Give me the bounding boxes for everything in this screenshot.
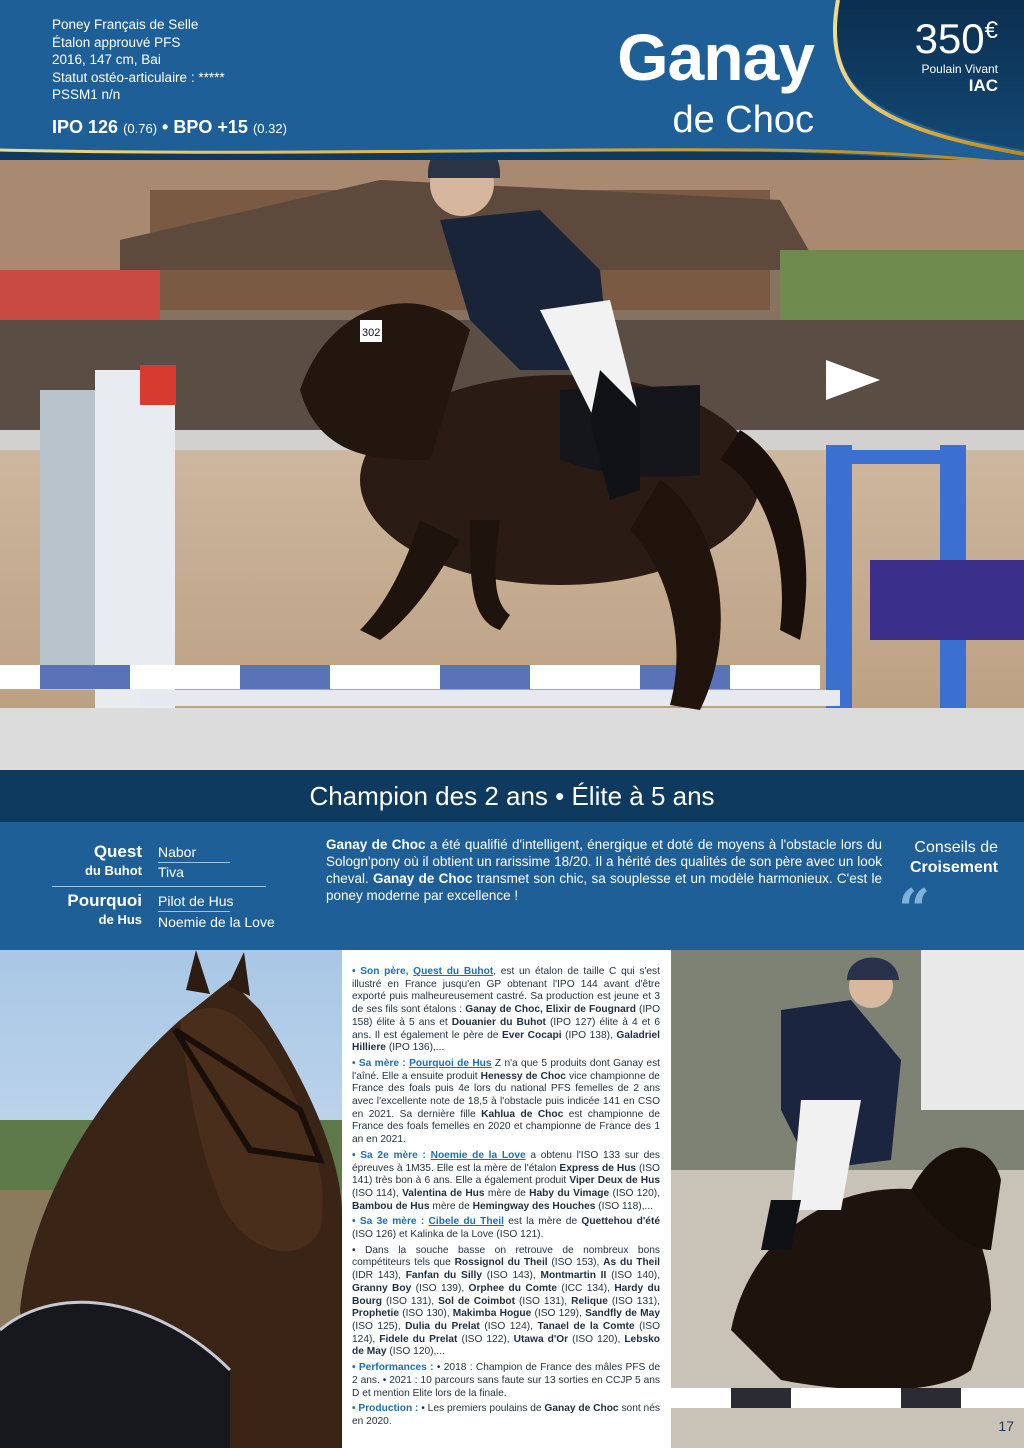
price-currency: €	[984, 17, 998, 44]
bold-name: Quettehou d'été	[581, 1216, 661, 1228]
bold-name: Hardy du Bourg	[352, 1282, 660, 1307]
paragraph-text: (ISO 120),...	[386, 1346, 445, 1358]
price-tag: IAC	[968, 76, 998, 95]
breed-text: Poney Français de Selle	[52, 17, 199, 32]
highlighted-name: Quest du Buhot	[413, 966, 494, 977]
paragraph-text: (ISO 143),	[482, 1270, 541, 1282]
bold-name: Hemingway des Houches	[472, 1200, 596, 1212]
highlighted-name: Cibele du Theil	[428, 1216, 504, 1228]
bold-name: Orphee du Comte	[468, 1282, 558, 1294]
breeding-advice-label	[910, 838, 998, 878]
paragraph-text: (ISO 120),	[609, 1187, 660, 1199]
dam-paragraph	[352, 1058, 660, 1147]
pssm-status: PSSM1 n/n	[52, 87, 121, 102]
indices-line	[52, 117, 287, 138]
dam-name: Pourquoi	[67, 891, 142, 910]
bold-name: Galadriel Hilliere	[352, 1029, 661, 1054]
bold-name: As du Theil	[603, 1257, 661, 1269]
bold-name: Henessy de Choc	[480, 1070, 566, 1082]
paragraph-text: (ISO 153),	[547, 1257, 604, 1269]
highlighted-name: Noemie de la Love	[430, 1149, 526, 1161]
bold-name: Ever Cocapi	[501, 1029, 562, 1041]
family-paragraph	[352, 1245, 660, 1359]
paragraph-text: • 2018 : Champion de France des mâles PFS de 2 ans. • 2021 : 10 parcours sans faute sur 13 sorties en CCJP 5 ans D et mention Elite lors de la finale.	[352, 1362, 660, 1399]
paragraph-text: (ISO 139),	[411, 1282, 469, 1294]
paragraph-text: (ISO 124),	[479, 1320, 538, 1332]
paragraph-text: (ISO 122),	[457, 1333, 514, 1345]
paragraph-text: (ISO 118),...	[595, 1200, 654, 1212]
paragraph-text: (IPO 136),...	[385, 1042, 445, 1054]
paragraph-text: (IPO 158) élite à 5 ans et	[352, 1004, 660, 1028]
approval-text: Étalon approuvé PFS	[52, 34, 181, 50]
paragraph-lead: • Production :	[352, 1403, 419, 1415]
bold-name: Tanael de la Comte	[537, 1320, 635, 1332]
paragraph-lead: • Sa 2e mère :	[352, 1149, 431, 1161]
achievements-title: Champion des 2 ans • Élite à 5 ans	[0, 770, 1024, 822]
performances-paragraph	[352, 1362, 660, 1400]
quote-icon: “	[898, 877, 931, 943]
price-box	[915, 16, 998, 96]
paragraph-text: (ISO 124),	[352, 1320, 661, 1345]
paragraph-text: a obtenu l'ISO 133 sur des épreuves à 1M35. Elle est la mère de l'étalon	[352, 1149, 660, 1174]
portrait-photo	[0, 950, 342, 1448]
bold-name: Bambou de Hus	[352, 1200, 430, 1212]
horse-description	[326, 836, 882, 904]
bold-name: Fanfan du Silly	[405, 1270, 482, 1282]
page-header	[0, 0, 1024, 170]
horse-info	[52, 16, 225, 104]
price-value: 350	[914, 15, 985, 62]
bold-name: Sandfly de May	[585, 1308, 660, 1320]
price-note: Poulain Vivant	[921, 62, 998, 76]
paragraph-text: • Les premiers poulains de	[418, 1403, 545, 1415]
highlighted-name: Pourquoi de Hus	[409, 1057, 492, 1069]
bold-name: Rossignol du Theil	[454, 1257, 548, 1269]
description-name: Ganay de Choc	[326, 837, 426, 852]
paragraph-text: (ISO 141) très bon à 6 ans. Elle a également produit	[352, 1162, 660, 1187]
main-jumping-photo	[0, 160, 1024, 770]
paragraph-text: est championne de France des foals femelles en 2020 et championne de France des 1 an en 2021.	[352, 1108, 661, 1146]
paragraph-text: vice championne de France des foals puis 4e lors du national PFS femelles de 2 ans avec l'excellente note de 18,5 à l'obstacle puis indicée 141 en CSO en 2021. Sa dernière fille	[352, 1070, 660, 1120]
bold-name: Granny Boy	[352, 1282, 412, 1294]
third-dam-paragraph	[352, 1216, 660, 1241]
paragraph-text: Z n'a que 5 produits dont Ganay est l'aîné. Elle a ensuite produit	[352, 1057, 661, 1082]
paragraph-text: (ISO 125),	[352, 1320, 406, 1332]
bold-name: Relique	[571, 1295, 608, 1307]
paragraph-lead: • Performances :	[352, 1362, 434, 1374]
paragraph-text: (ISO 131),	[515, 1295, 572, 1307]
bold-name: Lebsko de May	[352, 1333, 660, 1358]
description-text: transmet son chic, sa souplesse et un modèle harmonieux. C'est le poney moderne par excellence !	[326, 871, 883, 903]
jumping-horse-image	[0, 160, 1024, 770]
bpo-value: BPO +15	[173, 117, 248, 137]
advice-line-2: Croisement	[909, 859, 998, 876]
bold-name: Viper Deux de Hus	[569, 1175, 660, 1187]
production-paragraph	[352, 1403, 660, 1428]
paragraph-text: (ISO 120),	[568, 1333, 625, 1345]
paragraph-text: (ISO 126) et Kalinka de la Love (ISO 121).	[352, 1229, 544, 1241]
paragraph-text: • Dans la souche basse on retrouve de nombreux bons compétiteurs tels que	[352, 1244, 660, 1269]
osteo-status: Statut ostéo-articulaire : *****	[52, 69, 225, 85]
bold-name: Douanier du Buhot	[451, 1016, 546, 1028]
paragraph-text: (ISO 130),	[398, 1308, 453, 1320]
pedigree-details-text	[352, 966, 660, 1432]
bold-name: Haby du Vimage	[529, 1187, 610, 1199]
sire-paragraph	[352, 966, 660, 1055]
paragraph-text: (ISO 131),	[607, 1295, 660, 1307]
sire-suffix: du Buhot	[84, 863, 142, 878]
bold-name: Ganay de Choc, Elixir de Fougnard	[465, 1004, 636, 1016]
horse-name-main: Ganay	[617, 20, 814, 94]
rider-bib-number: 302	[362, 327, 381, 339]
bold-name: Utawa d'Or	[513, 1333, 569, 1345]
bold-name: Sol de Coimbot	[438, 1295, 516, 1307]
second-dam-paragraph	[352, 1150, 660, 1214]
action-photo	[671, 950, 1024, 1448]
description-name: Ganay de Choc	[373, 871, 473, 886]
pedigree-section	[0, 822, 1024, 950]
paragraph-text: (ISO 114),	[352, 1187, 403, 1199]
paragraph-lead: • Sa 3e mère :	[352, 1216, 429, 1228]
indices-separator: •	[162, 117, 169, 137]
bold-name: Valentina de Hus	[402, 1187, 485, 1199]
sire-father: Nabor	[158, 844, 197, 860]
paragraph-lead: • Sa mère :	[352, 1057, 410, 1069]
bold-name: Dulia du Prelat	[405, 1320, 480, 1332]
pedigree-divider	[158, 911, 230, 912]
paragraph-text: (ISO 140),	[606, 1270, 661, 1282]
paragraph-text: est la mère de	[503, 1216, 582, 1228]
bold-name: Ganay de Choc	[544, 1403, 619, 1415]
description-text: a été qualifié d'intelligent, énergique et doté de moyens à l'obstacle lors du Sologn'pony où il obtient un rarissime 18/20. Il a hérité des qualités de son père avec un look cheval.	[326, 837, 882, 886]
horse-name-sub: de Choc	[672, 99, 814, 141]
paragraph-text: (ICC 134),	[557, 1282, 615, 1294]
horse-jump-image	[671, 950, 1024, 1448]
paragraph-text: mère de	[429, 1200, 473, 1212]
paragraph-text: , est un étalon de taille C qui s'est illustré en France jusqu'en GP obtenant l'IPO 144 avant d'être exporté puis malheureusement castré. Sa production est jeune et 3 de ses fils sont étalons :	[352, 966, 660, 1016]
bpo-reliability: (0.32)	[252, 121, 287, 136]
paragraph-text: sont nés en 2020.	[352, 1403, 660, 1427]
details-text: 2016, 147 cm, Bai	[52, 52, 161, 67]
ipo-reliability: (0.76)	[123, 121, 158, 136]
paragraph-text: mère de	[484, 1187, 530, 1199]
bold-name: Fidele du Prelat	[379, 1333, 458, 1345]
pedigree-divider	[52, 886, 266, 887]
sire-mother: Tiva	[158, 864, 184, 880]
paragraph-text: (IPO 138),	[561, 1029, 617, 1041]
paragraph-text: (IDR 143),	[352, 1270, 406, 1282]
paragraph-text: (ISO 129),	[531, 1308, 586, 1320]
bold-name: Makimba Hogue	[452, 1308, 532, 1320]
paragraph-text: (IPO 127) élite à 4 et 6 ans. Il est également le père de	[352, 1016, 660, 1041]
paragraph-lead: • Son père,	[352, 966, 414, 977]
sire-name: Quest	[93, 842, 142, 861]
bold-name: Kahlua de Choc	[481, 1108, 564, 1120]
page-number: 17	[998, 1418, 1014, 1434]
ipo-value: IPO 126	[52, 117, 119, 137]
paragraph-text: (ISO 131),	[382, 1295, 439, 1307]
bold-name: Express de Hus	[559, 1162, 637, 1174]
dam-father: Pilot de Hus	[158, 893, 234, 909]
bold-name: Prophetie	[352, 1308, 399, 1320]
dam-mother: Noemie de la Love	[158, 914, 275, 930]
horse-portrait-image	[0, 950, 342, 1448]
advice-line-1: Conseils de	[914, 839, 998, 856]
bold-name: Montmartin II	[540, 1270, 607, 1282]
dam-suffix: de Hus	[98, 912, 142, 927]
